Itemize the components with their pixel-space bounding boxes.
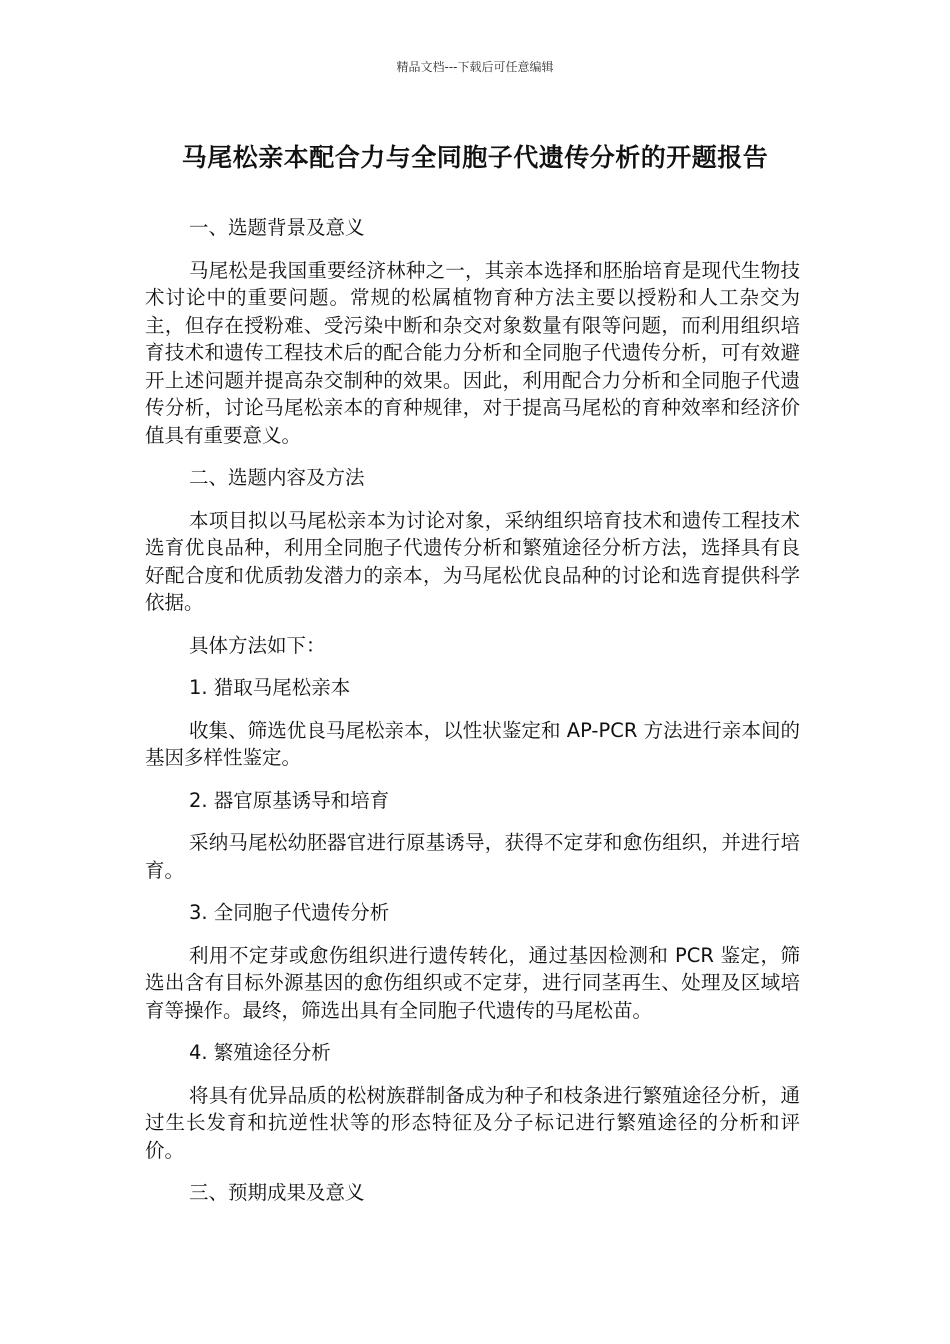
method-3-heading: 3. 全同胞子代遗传分析 xyxy=(189,901,390,924)
section-heading-background: 一、选题背景及意义 xyxy=(189,216,365,239)
section-heading-content-methods: 二、选题内容及方法 xyxy=(189,466,365,489)
paragraph-background: 马尾松是我国重要经济林种之一，其亲本选择和胚胎培育是现代生物技术讨论中的重要问题。常规的松属植物育种方法主要以授粉和人工杂交为主，但存在授粉难、受污染中断和杂交对象数量有限等问题，而利用组织培育技术和遗传工程技术后的配合能力分析和全同胞子代遗传分析，可有效避开上述问题并提高杂交制种的效果。因此，利用配合力分析和全同胞子代遗传分析，讨论马尾松亲本的育种规律，对于提高马尾松的育种效率和经济价值具有重要意义。 xyxy=(145,258,800,447)
methods-intro: 具体方法如下： xyxy=(189,633,326,657)
method-4-paragraph: 将具有优异品质的松树族群制备成为种子和枝条进行繁殖途径分析，通过生长发育和抗逆性状等的形态特征及分子标记进行繁殖途径的分析和评价。 xyxy=(145,1083,800,1162)
method-1-heading: 1. 猎取马尾松亲本 xyxy=(189,676,351,699)
paragraph-content-methods: 本项目拟以马尾松亲本为讨论对象，采纳组织培育技术和遗传工程技术选育优良品种，利用全同胞子代遗传分析和繁殖途径分析方法，选择具有良好配合度和优质勃发潜力的亲本，为马尾松优良品种的讨论和选育提供科学依据。 xyxy=(145,508,800,614)
document-body xyxy=(145,214,800,1222)
method-1-paragraph: 收集、筛选优良马尾松亲本，以性状鉴定和 AP-PCR 方法进行亲本间的基因多样性鉴定。 xyxy=(145,718,800,769)
document-title: 马尾松亲本配合力与全同胞子代遗传分析的开题报告 xyxy=(181,143,769,172)
method-2-heading: 2. 器官原基诱导和培育 xyxy=(189,788,390,812)
method-4-heading: 4. 繁殖途径分析 xyxy=(189,1041,331,1064)
method-3-paragraph: 利用不定芽或愈伤组织进行遗传转化，通过基因检测和 PCR 鉴定，筛选出含有目标外源基因的愈伤组织或不定芽，进行同茎再生、处理及区域培育等操作。最终，筛选出具有全同胞子代遗传的马尾松苗。 xyxy=(145,943,800,1022)
method-2-paragraph: 采纳马尾松幼胚器官进行原基诱导，获得不定芽和愈伤组织，并进行培育。 xyxy=(145,831,800,882)
header-note: 精品文档---下载后可任意编辑 xyxy=(396,60,554,74)
section-heading-expected-results: 三、预期成果及意义 xyxy=(189,1181,365,1204)
